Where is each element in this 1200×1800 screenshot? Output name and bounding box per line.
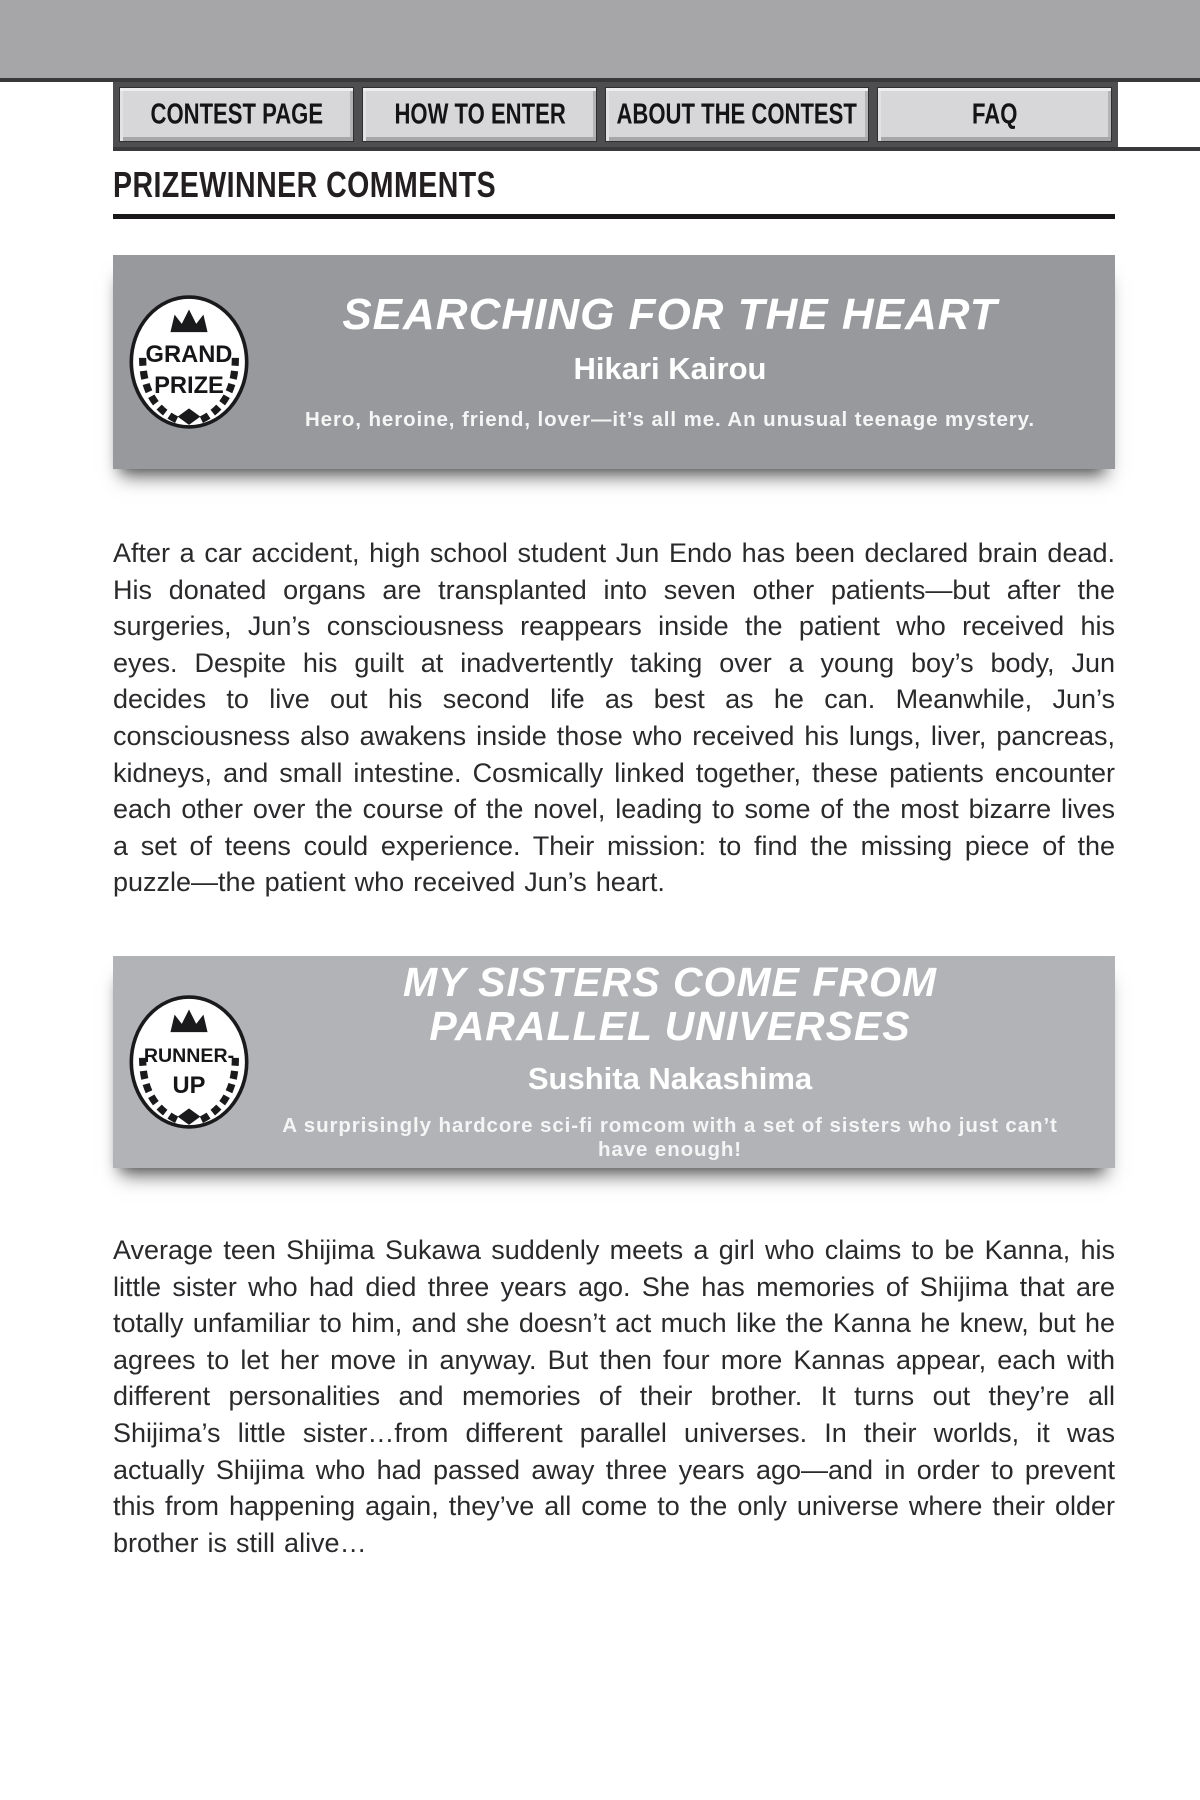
tab-bar-right-gap (1118, 82, 1200, 151)
work-author: Hikari Kairou (573, 351, 767, 387)
page-title (113, 163, 1115, 206)
work-title-line-2: PARALLEL UNIVERSES (429, 1002, 911, 1049)
tab-strip (113, 82, 1118, 151)
tab-about-the-contest-label: ABOUT THE CONTEST (616, 97, 858, 130)
tab-bar-left-gap (0, 82, 113, 151)
work-tagline: A surprisingly hardcore sci-fi romcom with a set of sisters who just can’t have enough! (282, 1114, 1058, 1162)
page-content (113, 163, 1115, 1561)
tab-about-the-contest[interactable] (605, 87, 868, 142)
badge-award-line-2: UP (172, 1072, 206, 1099)
work-title-line-1: MY SISTERS COME FROM (402, 959, 938, 1006)
runner-up-synopsis: Average teen Shijima Sukawa suddenly meets a girl who claims to be Kanna, his little sister who had died three years ago. She has memories of Shijima that are totally unfamiliar to him, and she doesn’t act much like the Kanna he knew, but he agrees to let her move in anyway. But then four more Kannas appear, each with different personalities and memories of their brother. It turns out they’re all Shijima’s little sister…from different parallel universes. In their worlds, it was actually Shijima who had passed away three years ago—and in order to prevent this from happening again, they’ve all come to the only universe where their older brother is still alive… (113, 1234, 1115, 1558)
work-title-line-1: SEARCHING FOR THE HEART (342, 289, 998, 339)
work-title (261, 289, 1079, 339)
tab-faq-label: FAQ (971, 97, 1018, 130)
top-banner (0, 0, 1200, 82)
page-title-text: PRIZEWINNER COMMENTS (113, 163, 497, 206)
work-title (261, 961, 1079, 1048)
grand-prize-banner (113, 255, 1115, 469)
runner-up-banner-text (251, 961, 1105, 1162)
tab-faq[interactable] (877, 87, 1112, 142)
grand-prize-badge-icon (127, 294, 251, 430)
tab-how-to-enter-label: HOW TO ENTER (394, 97, 566, 130)
tab-contest-page-label: CONTEST PAGE (150, 97, 323, 130)
tab-how-to-enter[interactable] (362, 87, 597, 142)
runner-up-badge-icon (127, 994, 251, 1130)
badge-award-line-1: GRAND (145, 342, 233, 368)
grand-prize-banner-text (251, 289, 1105, 433)
runner-up-banner (113, 956, 1115, 1168)
tab-contest-page[interactable] (119, 87, 354, 142)
grand-prize-synopsis: After a car accident, high school student Jun Endo has been declared brain dead. His donated organs are transplanted into seven other patients—but after the surgeries, Jun’s consciousness reappears inside the patient who received his eyes. Despite his guilt at inadvertently taking over a young boy’s body, Jun decides to live out his second life as best as he can. Meanwhile, Jun’s consciousness also awakens inside those who received his lungs, liver, pancreas, kidneys, and small intestine. Cosmically linked together, these patients encounter each other over the course of the novel, leading to some of the most bizarre lives a set of teens could experience. Their mission: to find the missing piece of the puzzle—the patient who received Jun’s heart. (113, 538, 1115, 898)
work-tagline: Hero, heroine, friend, lover—it’s all me. An unusual teenage mystery. (304, 408, 1036, 432)
badge-award-line-2: PRIZE (154, 372, 224, 399)
work-author: Sushita Nakashima (527, 1061, 813, 1097)
title-underline (113, 214, 1115, 219)
badge-award-line-1: RUNNER- (143, 1044, 235, 1067)
tab-bar (0, 82, 1200, 151)
